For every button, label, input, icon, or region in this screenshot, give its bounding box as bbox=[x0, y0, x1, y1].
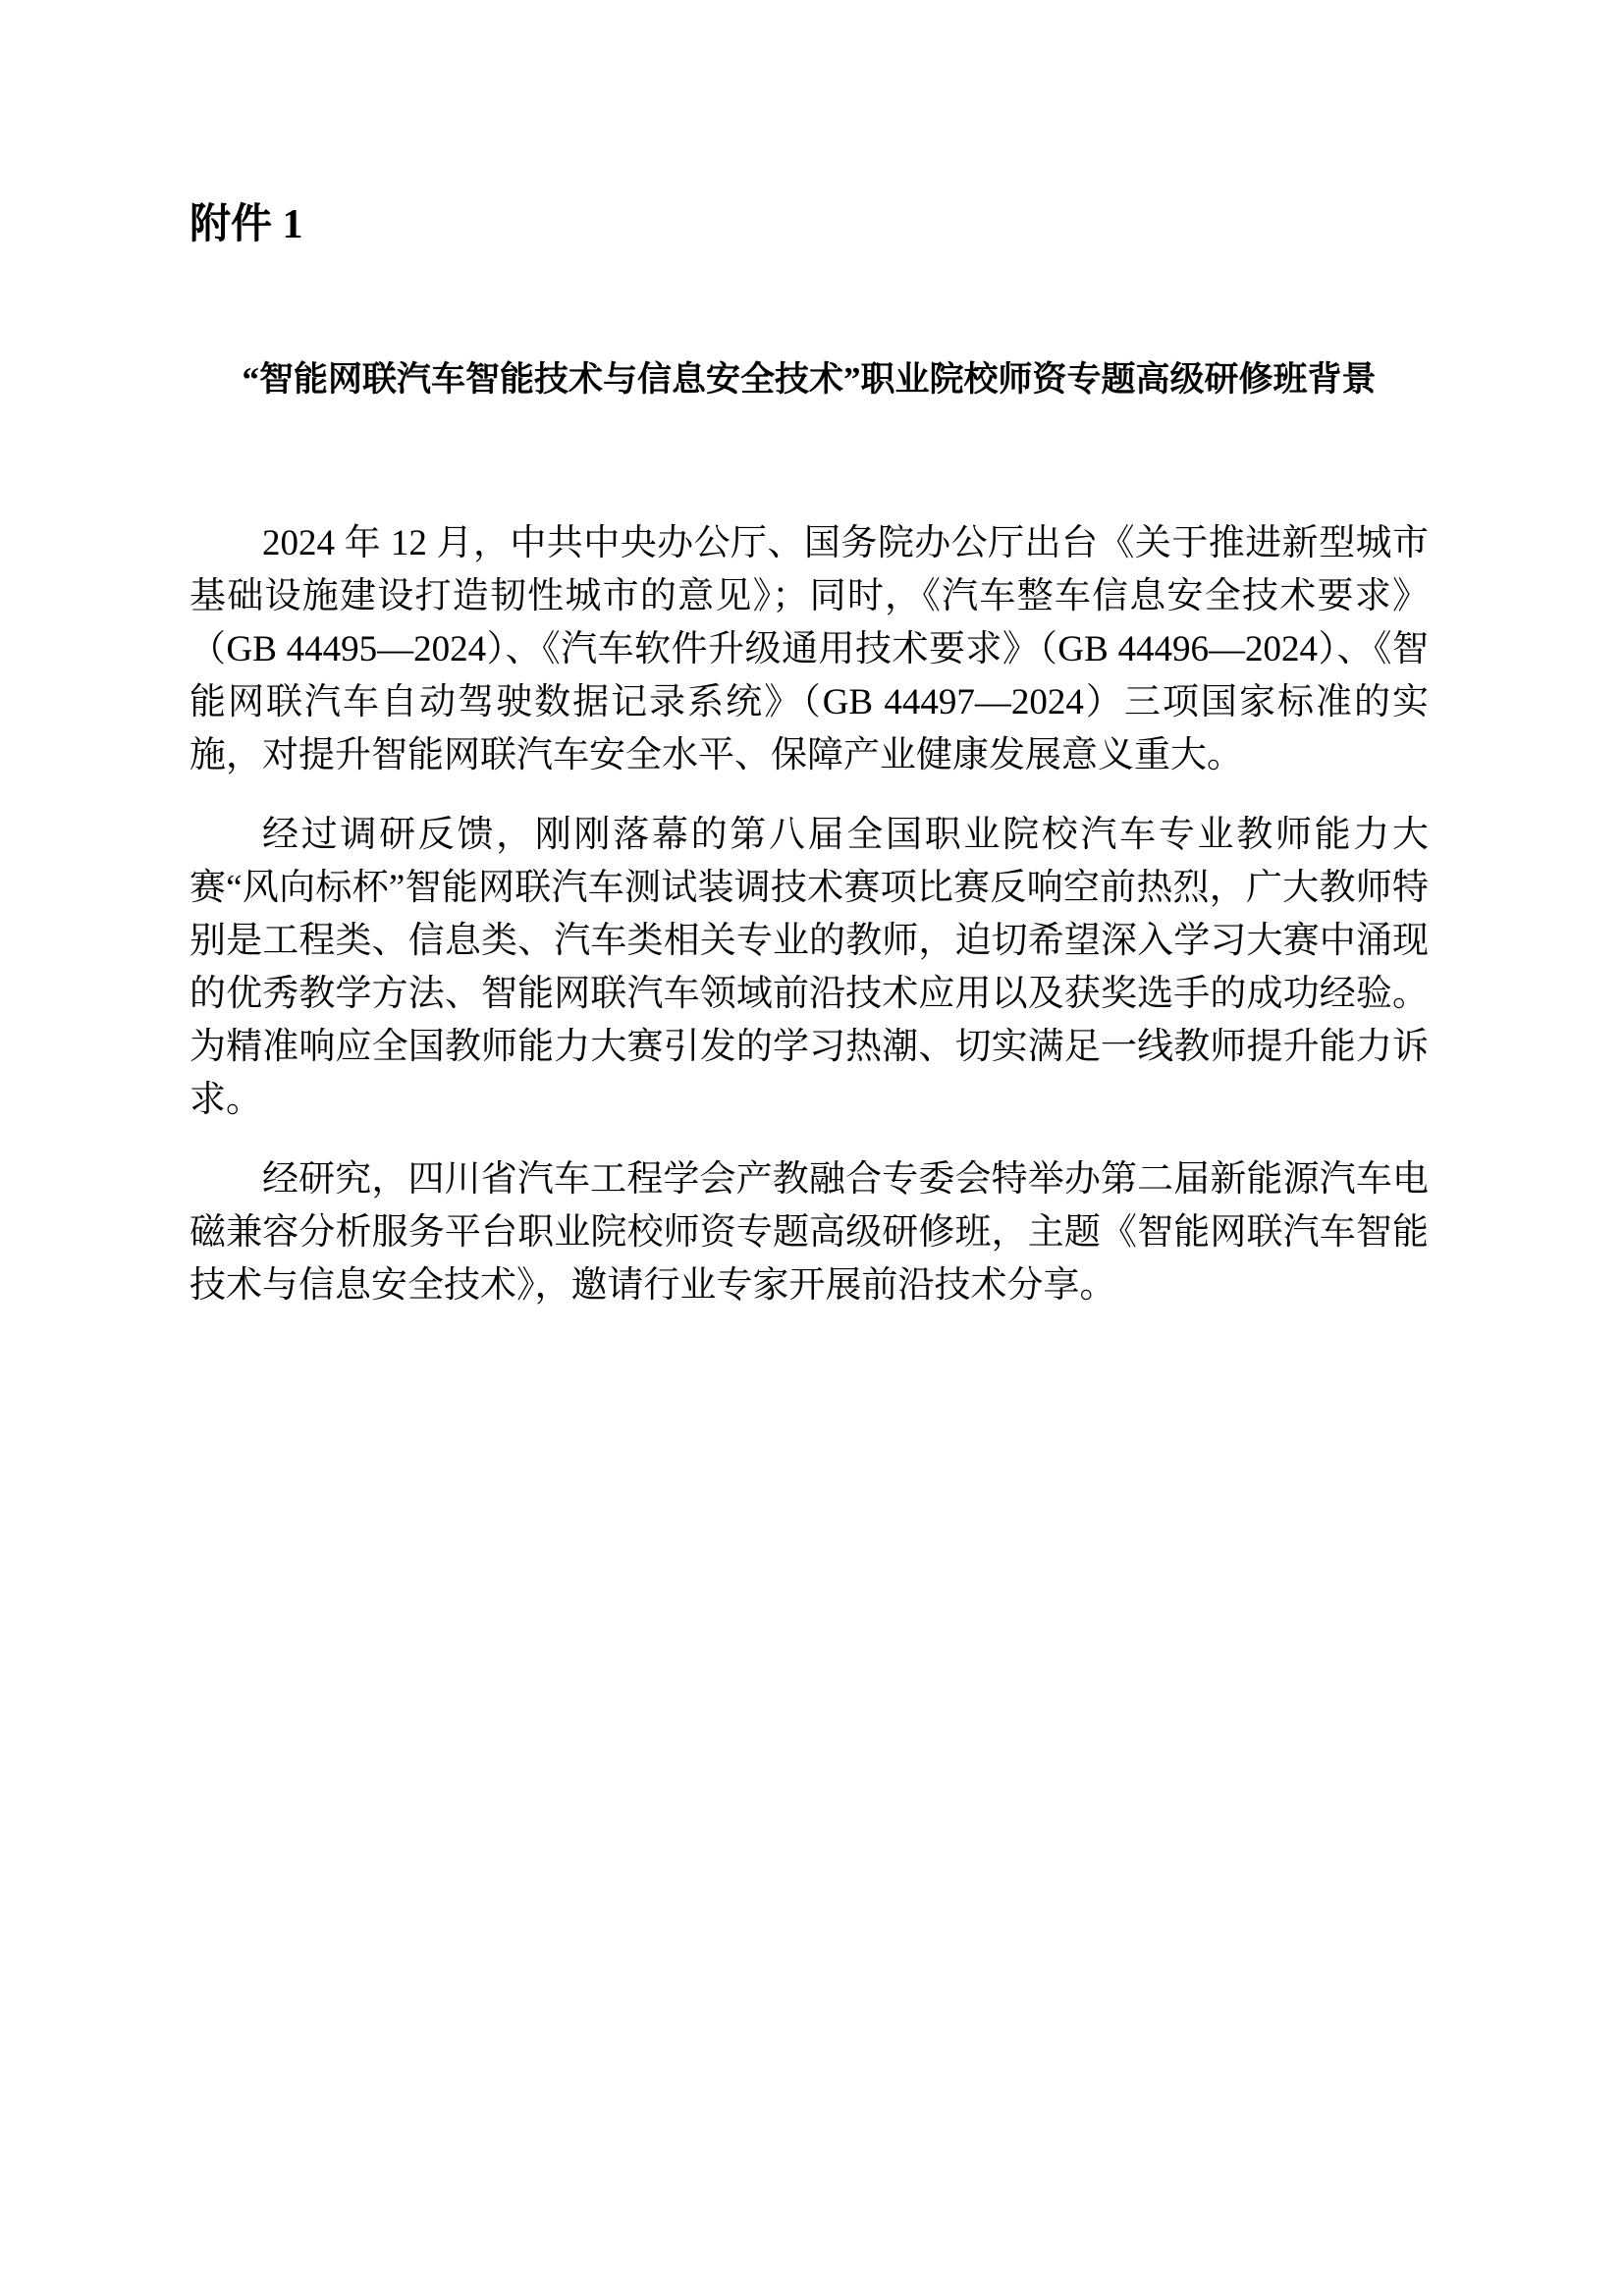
paragraph-seminar-announcement: 经研究，四川省汽车工程学会产教融合专委会特举办第二届新能源汽车电磁兼容分析服务平台职业院校师资专题高级研修班，主题《智能网联汽车智能技术与信息安全技术》，邀请行业专家开展前沿技术分享。 bbox=[189, 1159, 1429, 1307]
document-title: “智能网联汽车智能技术与信息安全技术”职业院校师资专题高级研修班背景 bbox=[242, 360, 1377, 400]
paragraph-standards-background: 2024 年 12 月，中共中央办公厅、国务院办公厅出台《关于推进新型城市基础设施建设打造韧性城市的意见》；同时，《汽车整车信息安全技术要求》（GB 44495—2024）、《汽车软件升级通用技术要求》（GB 44496—2024）、《智能网联汽车自动驾驶数据记录系统》（GB 44497—2024）三项国家标准的实施，对提升智能网联汽车安全水平、保障产业健康发展意义重大。 bbox=[189, 523, 1429, 776]
paragraph-survey-feedback: 经过调研反馈，刚刚落幕的第八届全国职业院校汽车专业教师能力大赛“风向标杯”智能网联汽车测试装调技术赛项比赛反响空前热烈，广大教师特别是工程类、信息类、汽车类相关专业的教师，迫切希望深入学习大赛中涌现的优秀教学方法、智能网联汽车领域前沿技术应用以及获奖选手的成功经验。为精准响应全国教师能力大赛引发的学习热潮、切实满足一线教师提升能力诉求。 bbox=[189, 815, 1429, 1121]
attachment-label: 附件 1 bbox=[189, 202, 303, 247]
